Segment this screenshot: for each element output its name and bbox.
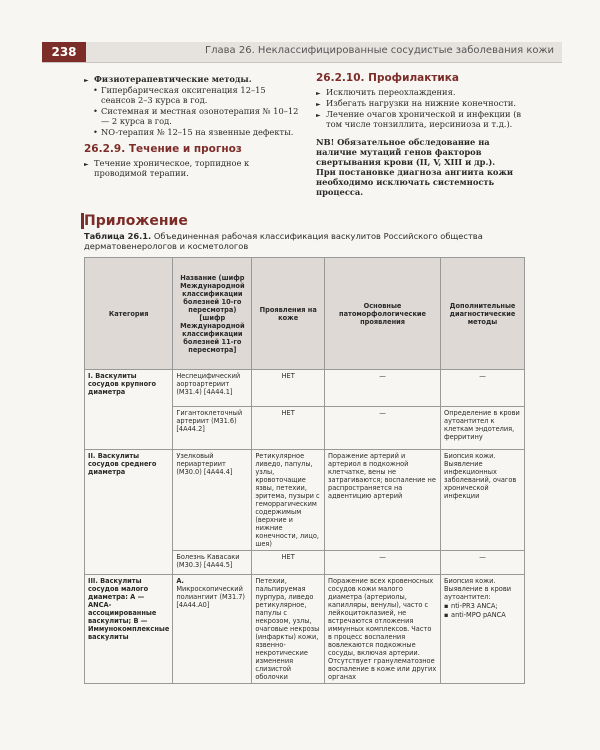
skin-cell: НЕТ bbox=[252, 407, 325, 450]
list-item: ► Лечение очагов хронической и инфекции (в том числе тонзиллита, иерсиниоза и т.д.). bbox=[316, 109, 524, 129]
subgroup-label: А. bbox=[176, 577, 184, 585]
caption-text: Объединенная рабочая классификация васкулитов Российского общества дерматовенерологов и косметологов bbox=[84, 231, 483, 251]
section-title-prevention: 26.2.10. Профилактика bbox=[316, 72, 460, 84]
diag-text: Биопсия кожи. Выявление в крови аутоантител: bbox=[444, 577, 511, 601]
patho-cell: — bbox=[325, 370, 441, 407]
table-row bbox=[85, 370, 525, 407]
name-text: Микроскопический полиангиит (М31.7) [4А44.А0] bbox=[176, 585, 245, 609]
category-cell: II. Васкулиты сосудов среднего диаметра bbox=[85, 450, 173, 575]
patho-cell: — bbox=[325, 407, 441, 450]
physio-heading: ► Физиотерапевтические методы. bbox=[84, 74, 302, 84]
column-header: Основные патоморфологические проявления bbox=[325, 258, 441, 370]
skin-cell: НЕТ bbox=[252, 551, 325, 575]
list-item: ► Исключить переохлаждения. bbox=[316, 87, 524, 97]
list-item: ► Течение хроническое, торпидное к проводимой терапии. bbox=[84, 158, 302, 178]
column-header: Проявления на коже bbox=[252, 258, 325, 370]
name-cell: Неспецифический аортоартериит (М31.4) [4А44.1] bbox=[173, 370, 252, 407]
diag-cell: — bbox=[441, 551, 525, 575]
name-cell bbox=[173, 575, 252, 684]
skin-cell: НЕТ bbox=[252, 370, 325, 407]
diag-cell bbox=[441, 575, 525, 684]
chapter-title: Глава 26. Неклассифицированные сосудистые заболевания кожи bbox=[205, 45, 554, 56]
caption-label: Таблица 26.1. bbox=[84, 231, 152, 241]
patho-cell: — bbox=[325, 551, 441, 575]
list-item: • Системная и местная озонотерапия № 10–12 — 2 курса в год. bbox=[84, 106, 302, 126]
classification-table bbox=[84, 257, 525, 684]
table-header-row bbox=[85, 258, 525, 370]
patho-cell: Поражение артерий и артериол в подкожной клетчатке, вены не затрагиваются; воспаление не распространяется на адвентицию артерий bbox=[325, 450, 441, 551]
skin-cell: Ретикулярное ливедо, папулы, узлы, кровоточащие язвы, петехии, эритема, пузыри с геморрагическим содержимым (верхние и нижние конечности, лицо, шея) bbox=[252, 450, 325, 551]
list-item: ▪ nti-PR3 ANCA; bbox=[444, 602, 521, 610]
page-number: 238 bbox=[42, 42, 86, 62]
appendix-title: Приложение bbox=[84, 213, 188, 229]
column-header: Дополнительные диагностические методы bbox=[441, 258, 525, 370]
table-row bbox=[85, 450, 525, 551]
column-header: Категория bbox=[85, 258, 173, 370]
section-title-course: 26.2.9. Течение и прогноз bbox=[84, 143, 242, 155]
list-item: ► Избегать нагрузки на нижние конечности. bbox=[316, 98, 524, 108]
column-header: Название (шифр Международной классификации болезней 10-го пересмотра) [шифр Международной классификации болезней 11-го пересмотра] bbox=[173, 258, 252, 370]
category-cell: III. Васкулиты сосудов малого диаметра: А — ANCA-ассоциированные васкулиты; В — Иммунокомплексные васкулиты bbox=[85, 575, 173, 684]
right-column bbox=[316, 73, 524, 197]
diag-cell: Определение в крови аутоантител к клеткам эндотелия, ферритину bbox=[441, 407, 525, 450]
nb-note: NB! Обязательное обследование на наличие мутаций генов факторов свертывания крови (II, V, XIII и др.). bbox=[316, 137, 496, 167]
name-cell: Гигантоклеточный артериит (М31.6) [4А44.2] bbox=[173, 407, 252, 450]
left-column bbox=[84, 73, 302, 179]
table-caption bbox=[84, 231, 524, 251]
category-cell: I. Васкулиты сосудов крупного диаметра bbox=[85, 370, 173, 450]
name-cell: Болезнь Кавасаки (М30.3) [4А44.5] bbox=[173, 551, 252, 575]
list-item: ▪ anti-MPO pANCA bbox=[444, 611, 521, 619]
skin-cell: Петехии, пальпируемая пурпура, ливедо ретикулярное, папулы с некрозом, узлы, очаговые некрозы (инфаркты) кожи, язвенно-некротические изменения слизистой оболочки bbox=[252, 575, 325, 684]
table-row bbox=[85, 575, 525, 684]
nb-note-2: При постановке диагноза ангиита кожи необходимо исключать системность процесса. bbox=[316, 167, 513, 197]
patho-cell: Поражение всех кровеносных сосудов кожи малого диаметра (артериолы, капилляры, венулы), часто с лейкоцитоклазией, не встречаются отложения иммунных комплексов. Часто в процесс воспаления вовлекаются подкожные сосуды, включая артерии. Отсутствует гранулематозное воспаление в коже или других органах bbox=[325, 575, 441, 684]
list-item: • NO-терапия № 12–15 на язвенные дефекты. bbox=[84, 127, 302, 137]
list-item: • Гипербарическая оксигенация 12–15 сеансов 2–3 курса в год. bbox=[84, 85, 302, 105]
name-cell: Узелковый периартериит (М30.0) [4А44.4] bbox=[173, 450, 252, 551]
diag-cell: — bbox=[441, 370, 525, 407]
diag-cell: Биопсия кожи. Выявление инфекционных заболеваний, очагов хронической инфекции bbox=[441, 450, 525, 551]
